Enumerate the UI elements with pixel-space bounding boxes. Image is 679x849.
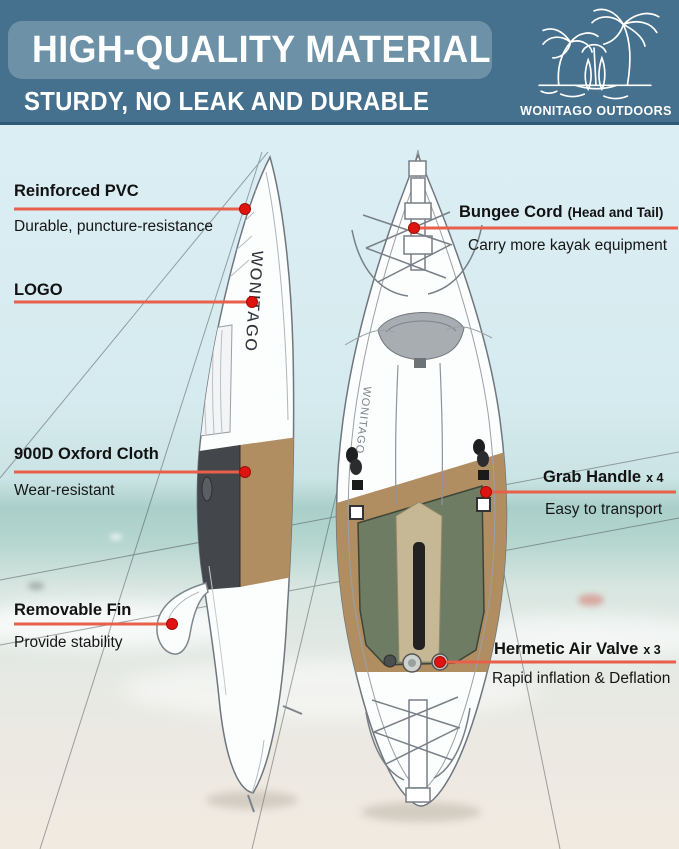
- callout-reinforced-pvc-title: Reinforced PVC: [14, 182, 139, 200]
- brand-name: WONITAGO OUTDOORS: [520, 104, 672, 118]
- side-oxford-cloth-panel: [240, 437, 298, 587]
- title-band: [8, 21, 492, 79]
- callout-oxford-cloth-title: 900D Oxford Cloth: [14, 445, 159, 463]
- callout-logo-title: LOGO: [14, 281, 63, 299]
- side-skeg: [283, 706, 302, 714]
- removable-fin-shape: [157, 583, 208, 654]
- top-center-slot: [413, 542, 425, 650]
- callout-oxford-cloth-desc: Wear-resistant: [14, 482, 115, 499]
- callout-bungee-cord-suffix: (Head and Tail): [567, 205, 664, 220]
- callout-air-valve-desc: Rapid inflation & Deflation: [492, 670, 671, 687]
- callout-grab-handle-suffix: x 4: [646, 471, 664, 485]
- brand-logo: [520, 3, 672, 121]
- page-title: HIGH-QUALITY MATERIAL: [32, 29, 491, 71]
- callout-grab-handle-title: Grab Handle x 4: [543, 468, 664, 486]
- callout-air-valve-suffix: x 3: [643, 643, 661, 657]
- page-subtitle: STURDY, NO LEAK AND DURABLE: [24, 86, 430, 116]
- palm-trees-icon: [520, 3, 672, 101]
- side-dark-gray-panel: [186, 445, 240, 591]
- top-hull-brand-logo: WONITAGO: [352, 385, 373, 455]
- callout-air-valve-title: Hermetic Air Valve x 3: [494, 640, 661, 658]
- page-header: [0, 0, 679, 125]
- callout-reinforced-pvc-desc: Durable, puncture-resistance: [14, 218, 214, 235]
- callout-removable-fin-title: Removable Fin: [14, 601, 132, 619]
- callout-bungee-cord-desc: Carry more kayak equipment: [468, 237, 667, 254]
- callout-grab-handle-desc: Easy to transport: [545, 501, 663, 518]
- callout-bungee-cord-title: Bungee Cord (Head and Tail): [459, 203, 664, 221]
- callout-removable-fin-desc: Provide stability: [14, 634, 123, 651]
- seat-tab: [414, 358, 426, 368]
